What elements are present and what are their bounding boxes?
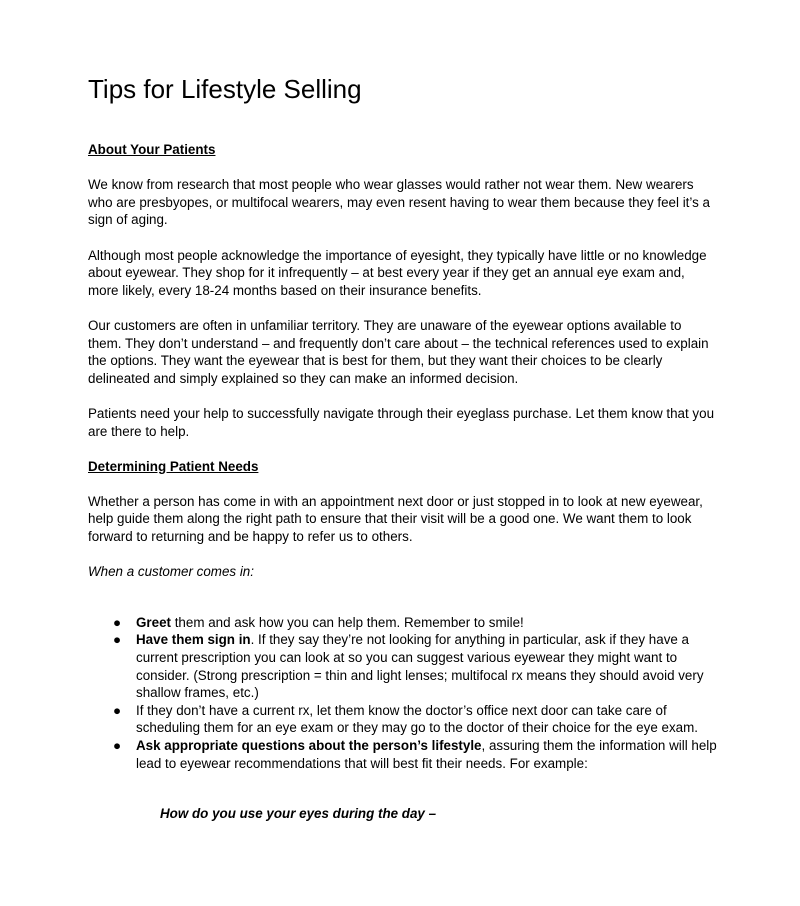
list-item [88, 702, 718, 737]
section-heading-about-patients: About Your Patients [88, 142, 216, 157]
paragraph: Our customers are often in unfamiliar territory. They are unaware of the eyewear options available to them. They don’t understand – and frequently don’t care about – the technical references used to explain the options. They want the eyewear that is best for them, but they want their choices to be clearly delineated and simply explained so they can make an informed decision. [88, 317, 709, 386]
list-item [88, 631, 718, 701]
example-question: How do you use your eyes during the day – [160, 806, 437, 822]
list-item-bold: Greet [136, 614, 171, 630]
document-body [88, 141, 718, 823]
paragraph: Although most people acknowledge the importance of eyesight, they typically have little or no knowledge about eyewear. They shop for it infrequently – at best every year if they get an annual eye exam and, more likely, every 18-24 months based on their insurance benefits. [88, 247, 707, 298]
list-item-text: them and ask how you can help them. Remember to smile! [170, 614, 524, 630]
paragraph: We know from research that most people who wear glasses would rather not wear them. New wearers who are presbyopes, or multifocal wearers, may even resent having to wear them because they feel it’s a sign of aging. [88, 177, 710, 228]
list-item [88, 614, 718, 632]
list-item-bold: Have them sign in [136, 632, 251, 648]
list-item-text: If they don’t have a current rx, let them know the doctor’s office next door can take care of scheduling them for an eye exam or they may go to the doctor of their choice for the eye exam. [136, 702, 698, 736]
bullet-icon: ● [113, 738, 122, 753]
paragraph: Patients need your help to successfully navigate through their eyeglass purchase. Let them know that you are there to help. [88, 405, 715, 439]
tips-list [88, 614, 718, 772]
list-item [88, 737, 718, 772]
bullet-icon: ● [113, 702, 122, 718]
list-item-text: , assuring them the information will help lead to eyewear recommendations that will best fit their needs. For example: [136, 738, 717, 771]
intro-text: When a customer comes in: [88, 564, 254, 580]
list-item-text: . If they say they’re not looking for anything in particular, ask if they have a current prescription you can look at so you can suggest various eyewear they might want to consider. (Strong prescription = thin and light lenses; multifocal rx means they should avoid very shallow frames, etc.) [136, 632, 704, 701]
list-item-bold: Ask appropriate questions about the person’s lifestyle [136, 738, 482, 753]
paragraph: Whether a person has come in with an appointment next door or just stopped in to look at new eyewear, help guide them along the right path to ensure that their visit will be a good one. We want them to look forward to returning and be happy to refer us to others. [88, 493, 703, 545]
document-title: Tips for Lifestyle Selling [88, 74, 362, 104]
bullet-icon: ● [113, 632, 122, 648]
section-heading-patient-needs: Determining Patient Needs [88, 458, 259, 474]
bullet-icon: ● [113, 614, 122, 630]
